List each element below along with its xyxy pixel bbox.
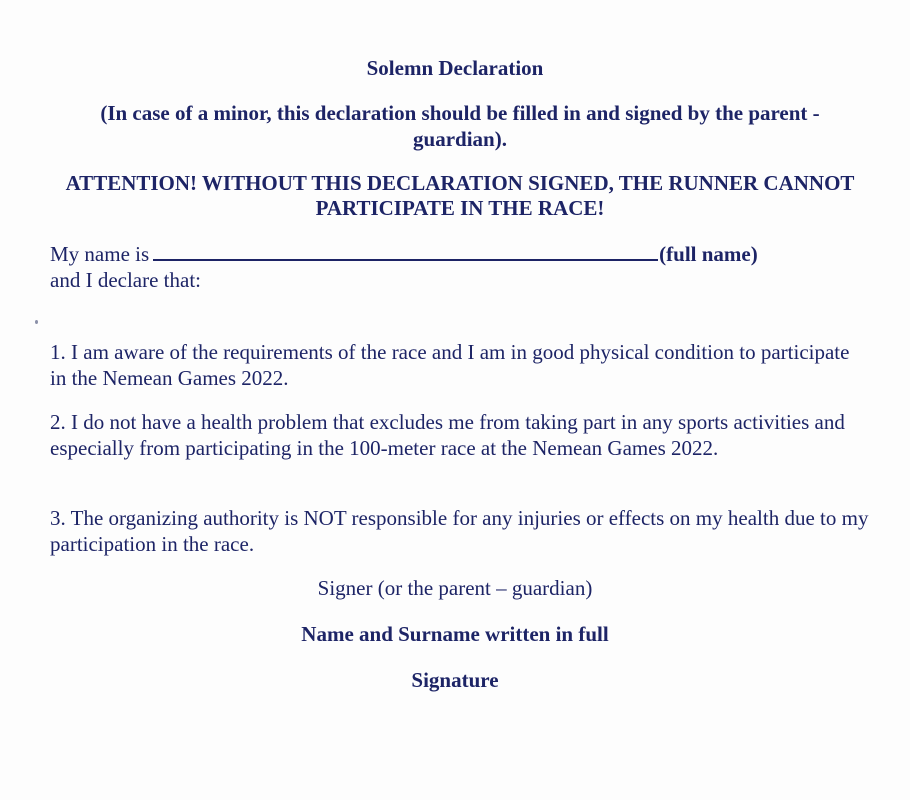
attention-warning: ATTENTION! WITHOUT THIS DECLARATION SIGNED, THE RUNNER CANNOT PARTICIPATE IN THE RACE!	[65, 171, 855, 220]
name-line	[50, 241, 758, 267]
signature-label: Signature	[411, 668, 499, 692]
document-title: Solemn Declaration	[366, 56, 544, 80]
clause-2: 2. I do not have a health problem that excludes me from taking part in any sports activities and especially from participating in the 100-meter race at the Nemean Games 2022.	[50, 410, 845, 460]
signer-label: Signer (or the parent – guardian)	[317, 576, 593, 600]
name-prefix: My name is	[50, 242, 150, 266]
scan-speck	[35, 320, 38, 324]
clause-3: 3. The organizing authority is NOT responsible for any injuries or effects on my health due to my participation in the race.	[50, 506, 869, 556]
name-suffix: (full name)	[659, 242, 758, 266]
full-name-blank[interactable]	[153, 241, 658, 261]
clause-1: 1. I am aware of the requirements of the race and I am in good physical condition to participate in the Nemean Games 2022.	[50, 340, 850, 390]
minor-note: (In case of a minor, this declaration should be filled in and signed by the parent - guardian).	[100, 101, 820, 151]
declare-text: and I declare that:	[50, 268, 201, 292]
name-surname-label: Name and Surname written in full	[301, 622, 609, 646]
